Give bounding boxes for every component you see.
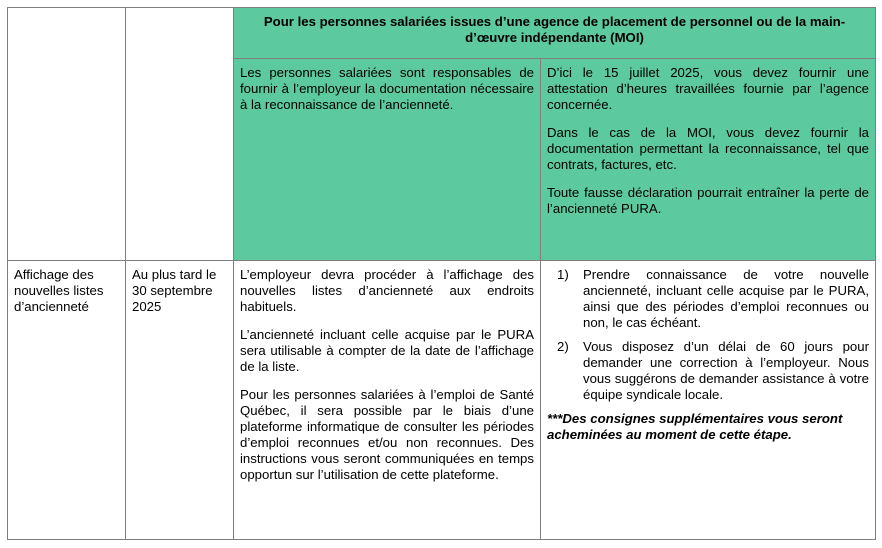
action-list-cell — [541, 261, 876, 540]
list-item-text: Prendre connaissance de votre nouvelle ancienneté, incluant celle acquise par le PURA, ainsi que des périodes d’emploi reconnues ou non, le cas échéant. — [583, 267, 869, 330]
action-list — [547, 267, 869, 403]
deadline-label: Au plus tard le 30 septembre 2025 — [132, 267, 217, 314]
additional-instructions-note: ***Des consignes supplémentaires vous seront acheminées au moment de cette étape. — [547, 411, 843, 442]
action-cell — [541, 58, 876, 260]
action-paragraph: D’ici le 15 juillet 2025, vous devez fournir une attestation d’heures travaillées fournie par l’agence concernée. — [547, 64, 869, 112]
employer-paragraph: L’ancienneté incluant celle acquise par le PURA sera utilisable à compter de la date de l’affichage de la liste. — [240, 327, 534, 374]
section-header — [234, 8, 876, 59]
table-row — [8, 261, 876, 540]
employer-cell — [234, 261, 541, 540]
table-row — [8, 8, 876, 59]
list-item — [547, 267, 869, 331]
employer-paragraph: Pour les personnes salariées à l’emploi de Santé Québec, il sera possible par le biais d’une plateforme informatique de consulter les périodes d’emploi reconnues et/ou non reconnues. Des instructions vous seront communiquées en temps opportun sur l’utilisation de cette plateforme. — [240, 387, 534, 482]
empty-deadline-cell — [126, 8, 234, 261]
action-paragraph: Toute fausse déclaration pourrait entraîner la perte de l’ancienneté PURA. — [547, 184, 869, 216]
list-item-number: 1) — [557, 267, 569, 282]
employer-paragraph: L’employeur devra procéder à l’affichage des nouvelles listes d’ancienneté aux endroits habituels. — [240, 267, 534, 314]
step-label: Affichage des nouvelles listes d’ancienneté — [14, 267, 104, 314]
section-header-title: Pour les personnes salariées issues d’une agence de placement de personnel ou de la main-d’œuvre indépendante (MOI) — [263, 14, 846, 45]
procedure-table — [7, 7, 876, 540]
action-paragraph: Dans le cas de la MOI, vous devez fournir la documentation permettant la reconnaissance, tel que contrats, factures, etc. — [547, 124, 869, 172]
list-item-number: 2) — [557, 339, 569, 354]
employee-responsibility-text: Les personnes salariées sont responsables de fournir à l’employeur la documentation nécessaire à la reconnaissance de l’ancienneté. — [240, 64, 534, 112]
empty-step-cell — [8, 8, 126, 261]
list-item-text: Vous disposez d’un délai de 60 jours pour demander une correction à l’employeur. Nous vous suggérons de demander assistance à votre équipe syndicale locale. — [583, 339, 869, 402]
step-cell — [8, 261, 126, 540]
deadline-cell — [126, 261, 234, 540]
list-item — [547, 339, 869, 403]
employee-responsibility-cell — [234, 58, 541, 260]
